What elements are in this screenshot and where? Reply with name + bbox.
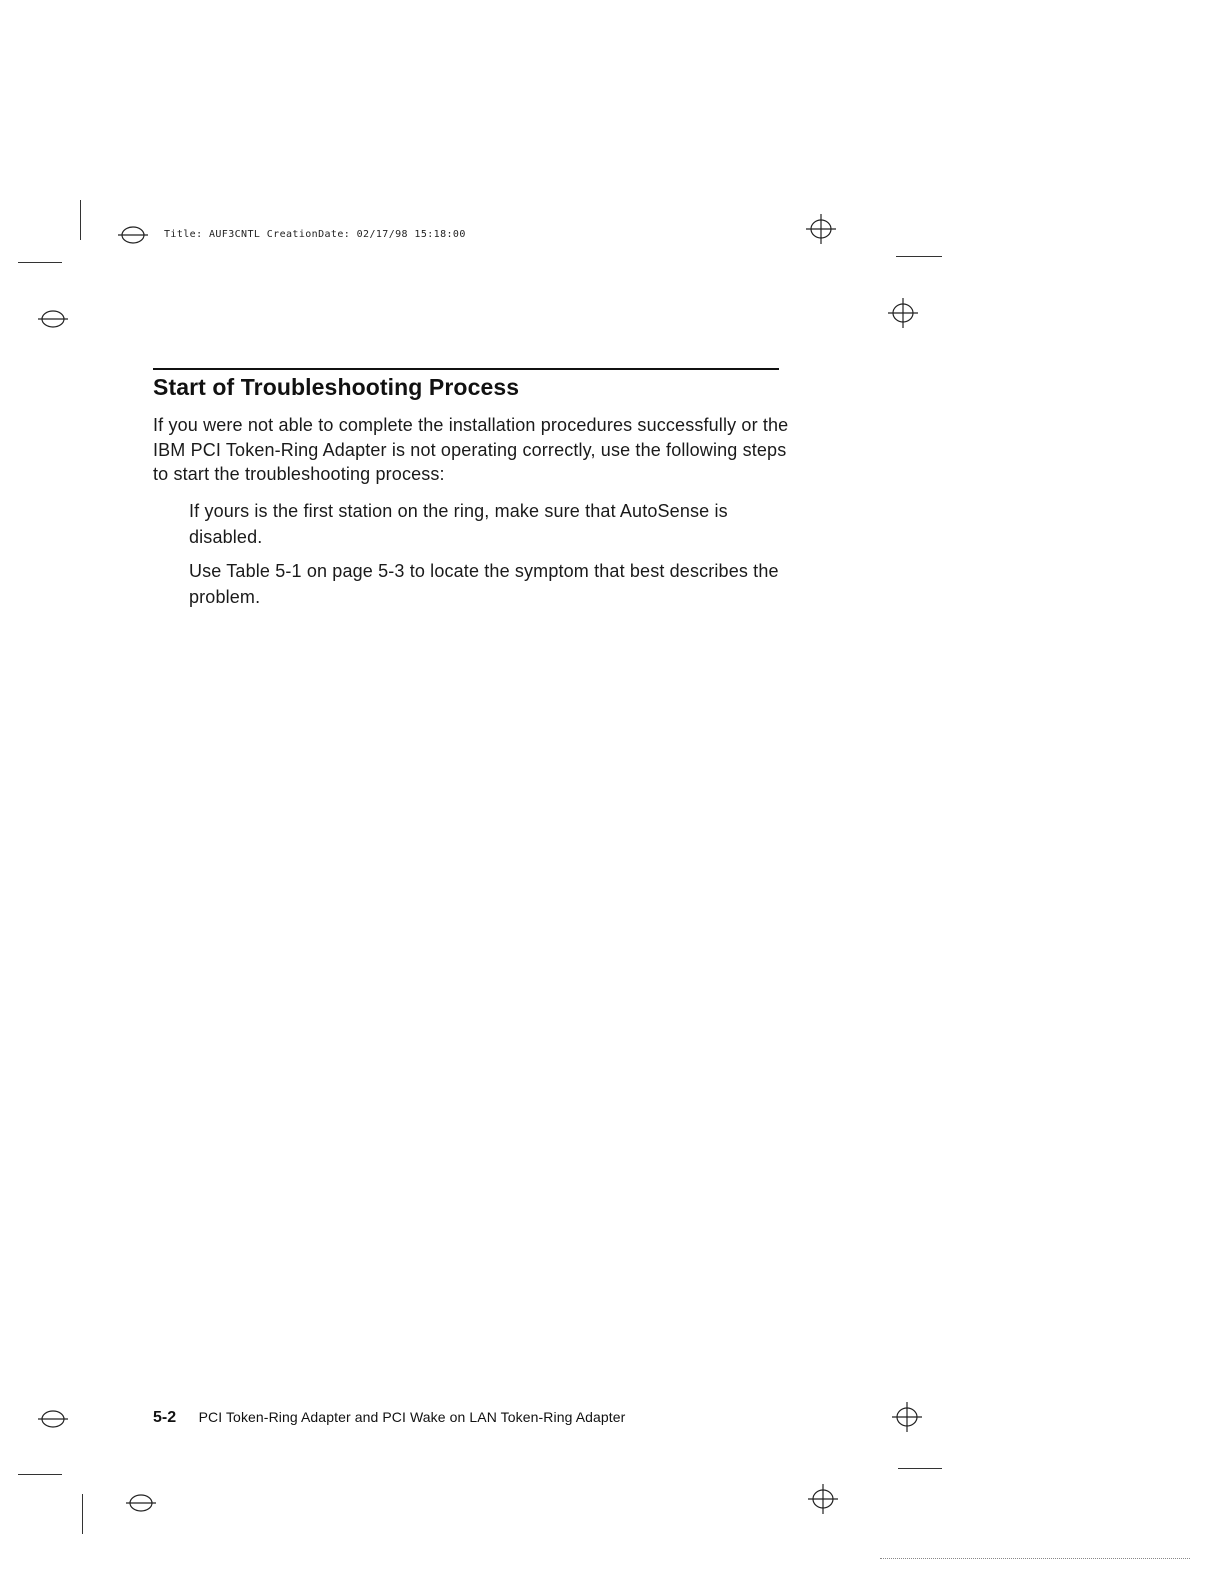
crop-mark-top-left-horizontal: [18, 262, 62, 263]
scan-edge-noise: [880, 1558, 1190, 1563]
crosshair-mark-icon: [804, 212, 838, 246]
registration-mark-icon: [116, 222, 150, 248]
crosshair-mark-icon: [806, 1482, 840, 1516]
intro-paragraph: If you were not able to complete the installation procedures successfully or the IBM PCI Token-Ring Adapter is not operating correctly, use the following steps to start the troubleshooting process:: [153, 415, 789, 484]
steps-list: [189, 498, 789, 618]
crosshair-mark-icon: [886, 296, 920, 330]
section-title: Start of Troubleshooting Process: [153, 374, 520, 400]
heading-rule: [153, 368, 779, 370]
crop-mark-bottom-right-horizontal: [898, 1468, 942, 1469]
footer-title: PCI Token-Ring Adapter and PCI Wake on LAN Token-Ring Adapter: [198, 1409, 626, 1425]
crop-mark-bottom-left-vertical: [82, 1494, 83, 1534]
registration-mark-icon: [124, 1490, 158, 1516]
crop-mark-top-left-vertical: [80, 200, 81, 240]
step-item: If yours is the first station on the ring, make sure that AutoSense is disabled.: [189, 501, 728, 547]
registration-mark-icon: [36, 1406, 70, 1432]
step-item: Use Table 5-1 on page 5-3 to locate the symptom that best describes the problem.: [189, 561, 779, 607]
print-header: Title: AUF3CNTL CreationDate: 02/17/98 15:18:00: [164, 229, 466, 240]
crop-mark-bottom-left-horizontal: [18, 1474, 62, 1475]
crop-mark-top-right-horizontal: [896, 256, 942, 257]
page-number: 5-2: [153, 1409, 177, 1426]
registration-mark-icon: [36, 306, 70, 332]
crosshair-mark-icon: [890, 1400, 924, 1434]
page-footer: [153, 1409, 625, 1427]
